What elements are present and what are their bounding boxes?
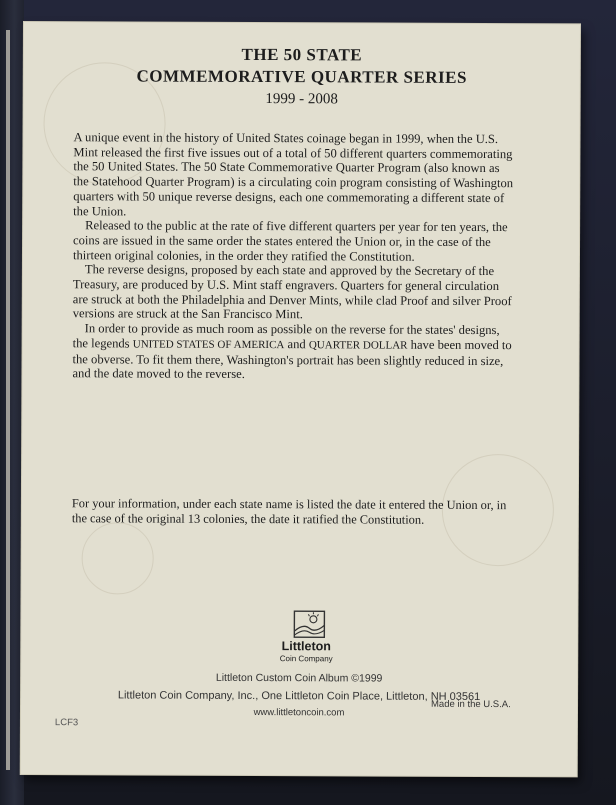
album-copyright: Littleton Custom Coin Album ©1999 <box>215 671 383 685</box>
legend-united-states: UNITED STATES OF AMERICA <box>132 338 285 351</box>
page-title-line1: THE 50 STATE <box>241 44 363 65</box>
album-insert-card <box>21 22 580 776</box>
paragraph-2: Released to the public at the rate of five different quarters per year for ten years, the coins are issued in the same order the states entered the Union or, in the case of the thirteen original colonies, in the order they ratified the Constitution. <box>72 218 508 264</box>
paragraph-4 <box>72 321 512 383</box>
product-code: LCF3 <box>54 717 79 729</box>
littleton-logo-icon <box>291 609 327 639</box>
previous-page-edge <box>6 30 10 770</box>
page-stain <box>82 522 154 594</box>
website-url: www.littletoncoin.com <box>253 707 345 719</box>
page-years: 1999 - 2008 <box>265 91 338 108</box>
brand-name: Littleton <box>281 639 331 654</box>
legend-quarter-dollar: QUARTER DOLLAR <box>308 339 408 352</box>
paragraph-1: A unique event in the history of United States coinage began in 1999, when the U.S. Mint released the first five issues out of a total of 50 different quarters commemorating the 50 United States. The 50 State Commemorative Quarter Program (also known as the Statehood Quarter Program) is a circulating coin program consisting of Washington quarters with 50 unique reverse designs, each one commemorating a different state of the Union. <box>73 130 514 218</box>
paragraph-4-part-a: In order to provide as much room as possible on the reverse for the states' designs, the legends <box>72 321 500 351</box>
company-address: Littleton Coin Company, Inc., One Littleton Coin Place, Littleton, NH 03561 <box>117 689 481 703</box>
brand-subtitle: Coin Company <box>279 654 333 664</box>
paragraph-4-part-c: have been moved to the obverse. To fit them there, Washington's portrait has been slightly reduced in size, and the date moved to the reverse. <box>72 337 512 382</box>
page-title-line2: COMMEMORATIVE QUARTER SERIES <box>136 66 468 87</box>
info-note: For your information, under each state name is listed the date it entered the Union or, in the case of the original 13 colonies, the date it ratified the Constitution. <box>71 496 507 527</box>
made-in-label: Made in the U.S.A. <box>431 698 511 711</box>
paragraph-4-part-b: and <box>287 336 306 352</box>
paragraph-3: The reverse designs, proposed by each state and approved by the Secretary of the Treasury, are produced by U.S. Mint staff engravers. Quarters for general circulation are struck at both the Philadelphia and Denver Mints, while clad Proof and silver Proof versions are struck at the San Francisco Mint. <box>72 262 512 322</box>
description-text <box>72 130 513 383</box>
